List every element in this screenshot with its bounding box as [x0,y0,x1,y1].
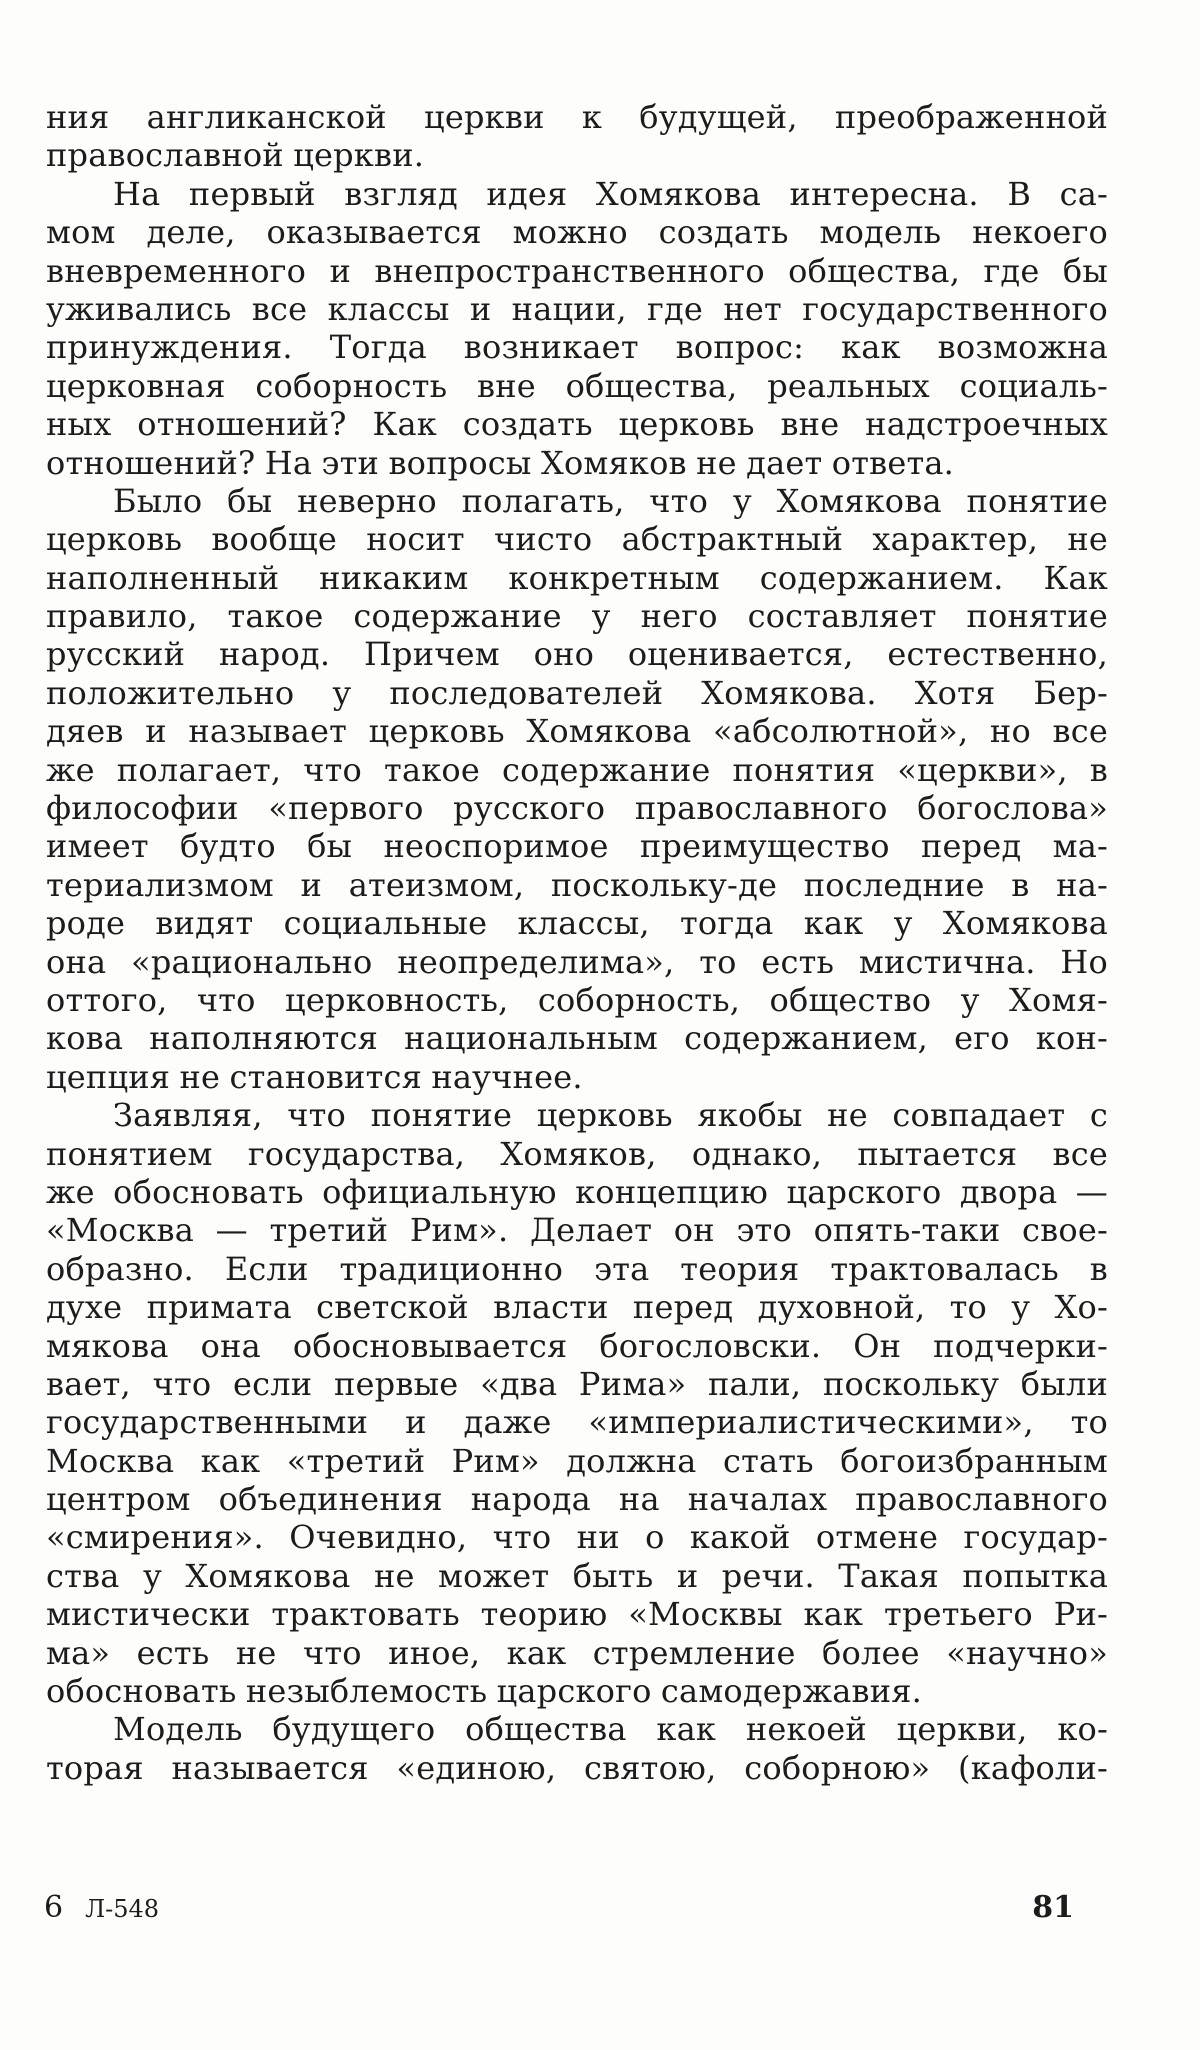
page-number: 81 [1032,1890,1074,1925]
text-line: териализмом и атеизмом, поскольку-де последние в на- [46,865,1108,904]
text-line: ных отношений? Как создать церковь вне надстроечных [46,405,1108,444]
text-line: роде видят социальные классы, тогда как у Хомякова [46,904,1108,943]
text-line: Москва как «третий Рим» должна стать богоизбранным [46,1441,1108,1480]
text-line: духе примата светской власти перед духовной, то у Хо- [46,1288,1108,1327]
text-line: имеет будто бы неоспоримое преимущество перед ма- [46,827,1108,866]
text-line: На первый взгляд идея Хомякова интересна. В са- [113,174,1108,213]
text-line: она «рационально неопределима», то есть мистична. Но [46,942,1108,981]
text-line: православной церкви. [46,136,425,175]
text-line: вает, что если первые «два Рима» пали, поскольку были [46,1364,1108,1403]
text-line: отношений? На эти вопросы Хомяков не дает ответа. [46,443,955,482]
text-line: образно. Если традиционно эта теория трактовалась в [46,1249,1108,1288]
text-line: философии «первого русского православного богослова» [46,789,1108,828]
body-text [46,98,1108,1787]
text-line: мистически трактовать теорию «Москвы как третьего Ри- [46,1595,1108,1634]
text-line: правило, такое содержание у него составляет понятие [46,597,1108,636]
signature-number: 6 [44,1890,64,1925]
text-line: Заявляя, что понятие церковь якобы не совпадает с [113,1096,1108,1135]
text-line: русский народ. Причем оно оценивается, естественно, [46,635,1108,674]
text-line: обосновать незыблемость царского самодержавия. [46,1672,923,1711]
text-line: Модель будущего общества как некоей церкви, ко- [113,1710,1108,1749]
text-line: понятием государства, Хомяков, однако, пытается все [46,1134,1108,1173]
text-line: принуждения. Тогда возникает вопрос: как возможна [46,328,1108,367]
text-line: цепция не становится научнее. [46,1057,583,1096]
text-line: торая называется «единою, святою, соборною» (кафоли- [46,1748,1108,1787]
text-line: церковная соборность вне общества, реальных социаль- [46,366,1108,405]
text-line: же полагает, что такое содержание понятия «церкви», в [46,750,1108,789]
page-footer [44,1888,1074,1928]
printer-signature [44,1888,159,1929]
text-line: ства у Хомякова не может быть и речи. Такая попытка [46,1556,1108,1595]
text-line: мом деле, оказывается можно создать модель некоего [46,213,1108,252]
text-line: положительно у последователей Хомякова. Хотя Бер- [46,673,1108,712]
text-line: Было бы неверно полагать, что у Хомякова понятие [113,481,1108,520]
text-line: наполненный никаким конкретным содержанием. Как [46,558,1108,597]
text-line: кова наполняются национальным содержанием, его кон- [46,1019,1108,1058]
text-line: государственными и даже «империалистическими», то [46,1403,1108,1442]
text-line: церковь вообще носит чисто абстрактный характер, не [46,520,1108,559]
text-line: дяев и называет церковь Хомякова «абсолютной», но все [46,712,1108,751]
text-line: уживались все классы и нации, где нет государственного [46,289,1108,328]
text-line: ма» есть не что иное, как стремление более «научно» [46,1633,1108,1672]
text-line: «Москва — третий Рим». Делает он это опять-таки свое- [46,1211,1108,1250]
text-line: вневременного и внепространственного общества, где бы [46,251,1108,290]
text-line: «смирения». Очевидно, что ни о какой отмене государ- [46,1518,1108,1557]
text-line: центром объединения народа на началах православного [46,1480,1108,1519]
text-line: же обосновать официальную концепцию царского двора — [46,1172,1108,1211]
signature-code: Л-548 [85,1895,160,1923]
text-line: мякова она обосновывается богословски. Он подчерки- [46,1326,1108,1365]
text-line: оттого, что церковность, соборность, общество у Хомя- [46,980,1108,1019]
text-line: ния англиканской церкви к будущей, преображенной [46,98,1108,136]
